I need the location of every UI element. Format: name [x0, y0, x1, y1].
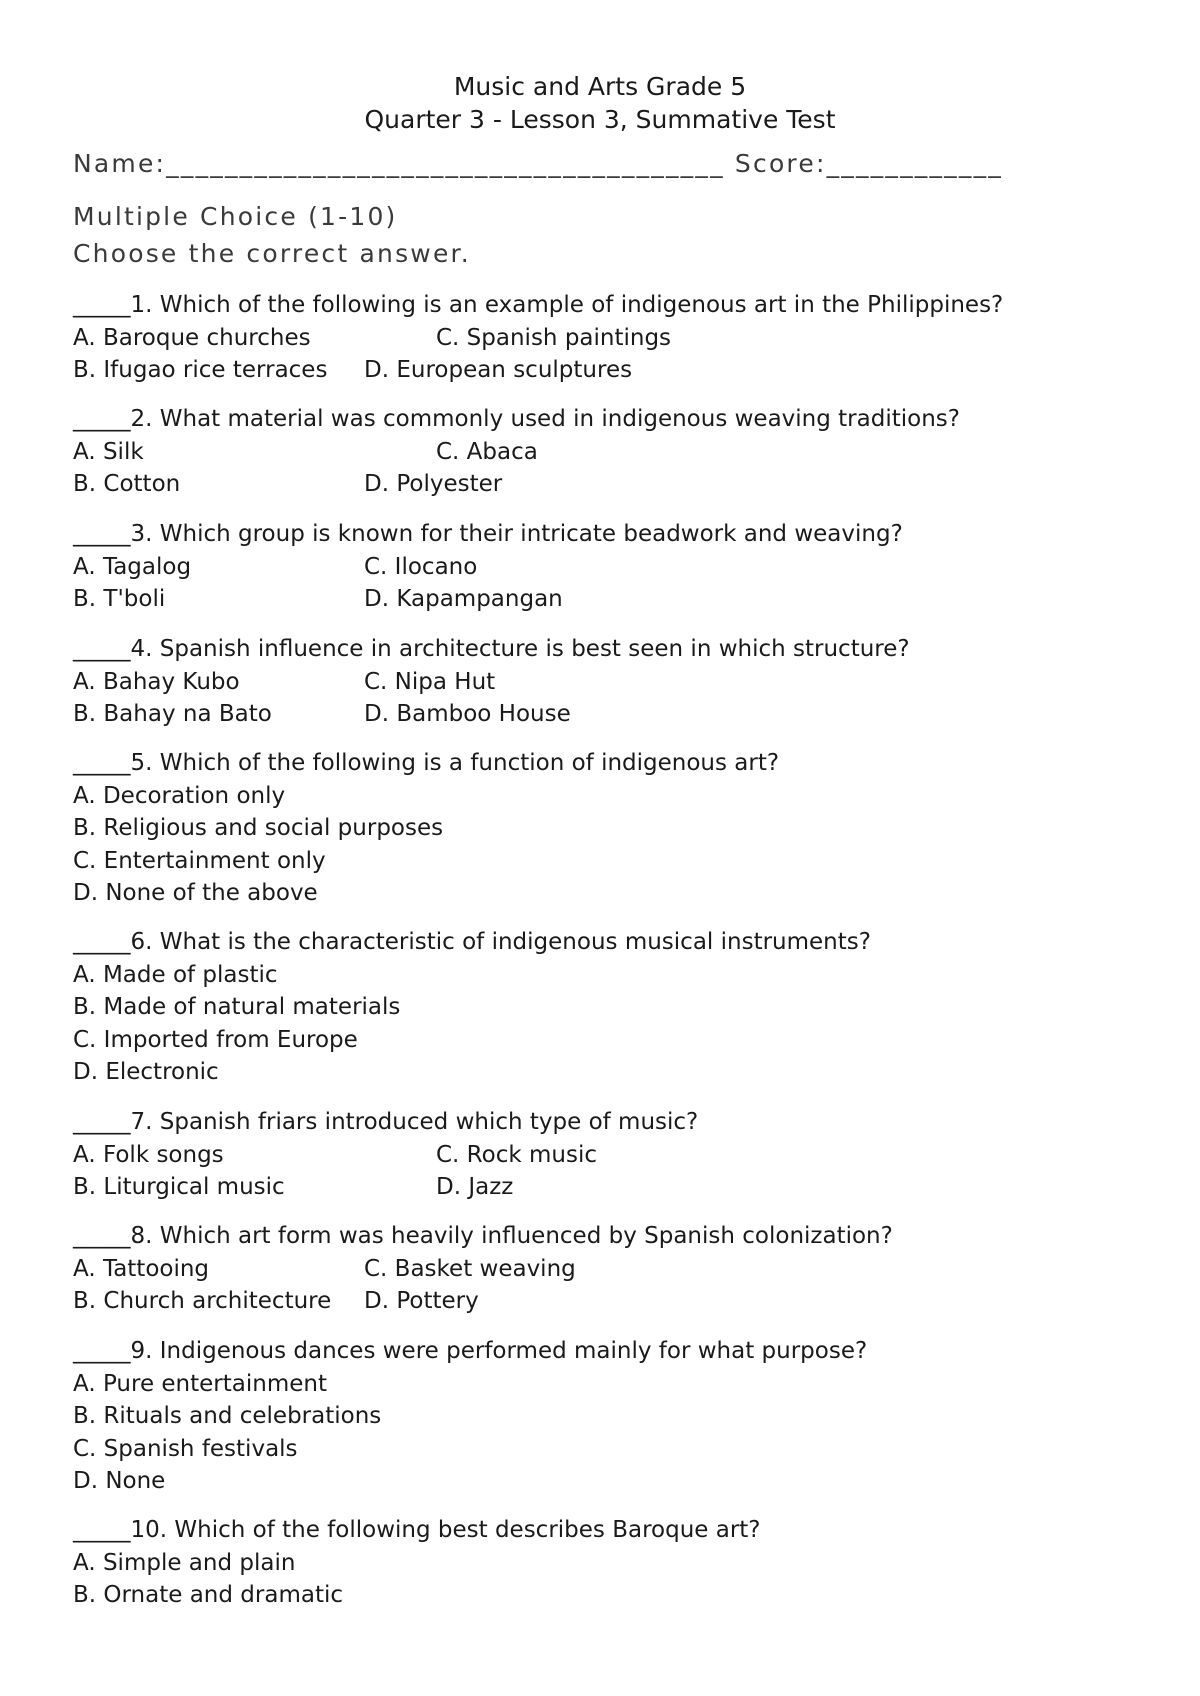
option-a: A. Decoration only: [73, 782, 286, 809]
section-heading: Multiple Choice (1-10): [73, 202, 398, 231]
option-d: D. Kapampangan: [364, 586, 563, 612]
question-text: _____2. What material was commonly used in indigenous weaving traditions?: [73, 406, 960, 432]
option-d: D. Polyester: [364, 471, 503, 497]
question-8: [73, 1220, 1153, 1318]
question-text: _____4. Spanish influence in architecture is best seen in which structure?: [73, 636, 910, 662]
option-d: D. Pottery: [364, 1288, 479, 1314]
option-b: B. Ornate and dramatic: [73, 1582, 343, 1608]
option-c: C. Ilocano: [364, 553, 478, 580]
question-10: [73, 1514, 1153, 1612]
options-row: [73, 322, 1153, 355]
options-row: [73, 583, 1153, 616]
option-a: A. Folk songs: [73, 1141, 224, 1168]
question-text: _____6. What is the characteristic of indigenous musical instruments?: [73, 929, 871, 955]
question-text: _____9. Indigenous dances were performed mainly for what purpose?: [73, 1338, 868, 1364]
option-d: D. None: [73, 1468, 166, 1494]
question-7: [73, 1106, 1153, 1204]
option-d: D. Jazz: [436, 1174, 514, 1200]
option-a: A. Pure entertainment: [73, 1370, 327, 1397]
option-c: C. Abaca: [436, 438, 538, 465]
question-2: [73, 403, 1153, 501]
option-c: C. Spanish festivals: [73, 1435, 298, 1462]
option-c: C. Spanish paintings: [436, 324, 672, 351]
question-text: _____3. Which group is known for their intricate beadwork and weaving?: [73, 521, 903, 547]
question-9: [73, 1335, 1153, 1498]
option-b: B. Rituals and celebrations: [73, 1403, 382, 1429]
option-b: B. Bahay na Bato: [73, 701, 272, 727]
option-c: C. Entertainment only: [73, 847, 326, 874]
option-a: A. Silk: [73, 438, 144, 465]
option-b: B. Ifugao rice terraces: [73, 357, 328, 383]
options-row: [73, 1285, 1153, 1318]
options-row: [73, 1171, 1153, 1204]
option-b: B. Religious and social purposes: [73, 815, 444, 841]
option-a: A. Tagalog: [73, 553, 192, 580]
option-a: A. Tattooing: [73, 1255, 210, 1282]
name-score-line: Name:______________________________________ Score:____________: [73, 149, 1003, 178]
options-row: [73, 1139, 1153, 1172]
question-3: [73, 518, 1153, 616]
option-a: A. Baroque churches: [73, 324, 311, 351]
option-d: D. None of the above: [73, 880, 318, 906]
question-text: _____7. Spanish friars introduced which type of music?: [73, 1109, 699, 1135]
option-c: C. Nipa Hut: [364, 668, 496, 695]
question-text: _____10. Which of the following best describes Baroque art?: [73, 1517, 761, 1543]
question-6: [73, 926, 1153, 1089]
option-b: B. T'boli: [73, 586, 166, 612]
option-d: D. Electronic: [73, 1059, 219, 1085]
option-c: C. Rock music: [436, 1141, 597, 1168]
option-a: A. Made of plastic: [73, 961, 278, 988]
option-b: B. Church architecture: [73, 1288, 332, 1314]
question-text: _____8. Which art form was heavily influenced by Spanish colonization?: [73, 1223, 893, 1249]
option-c: C. Imported from Europe: [73, 1026, 358, 1053]
options-row: [73, 551, 1153, 584]
options-row: [73, 354, 1153, 387]
options-row: [73, 436, 1153, 469]
options-row: [73, 666, 1153, 699]
option-b: B. Cotton: [73, 471, 181, 497]
question-1: [73, 289, 1153, 387]
question-text: _____1. Which of the following is an example of indigenous art in the Philippines?: [73, 292, 1004, 318]
section-instruction: Choose the correct answer.: [73, 239, 471, 268]
question-text: _____5. Which of the following is a function of indigenous art?: [73, 750, 780, 776]
options-row: [73, 468, 1153, 501]
option-a: A. Simple and plain: [73, 1549, 296, 1576]
document-subtitle: Quarter 3 - Lesson 3, Summative Test: [364, 105, 836, 134]
option-d: D. Bamboo House: [364, 701, 571, 727]
document-title: Music and Arts Grade 5: [453, 72, 747, 101]
question-4: [73, 633, 1153, 731]
options-row: [73, 698, 1153, 731]
question-5: [73, 747, 1153, 910]
option-b: B. Made of natural materials: [73, 994, 401, 1020]
options-row: [73, 1253, 1153, 1286]
option-d: D. European sculptures: [364, 357, 633, 383]
option-a: A. Bahay Kubo: [73, 668, 240, 695]
option-b: B. Liturgical music: [73, 1174, 285, 1200]
option-c: C. Basket weaving: [364, 1255, 576, 1282]
